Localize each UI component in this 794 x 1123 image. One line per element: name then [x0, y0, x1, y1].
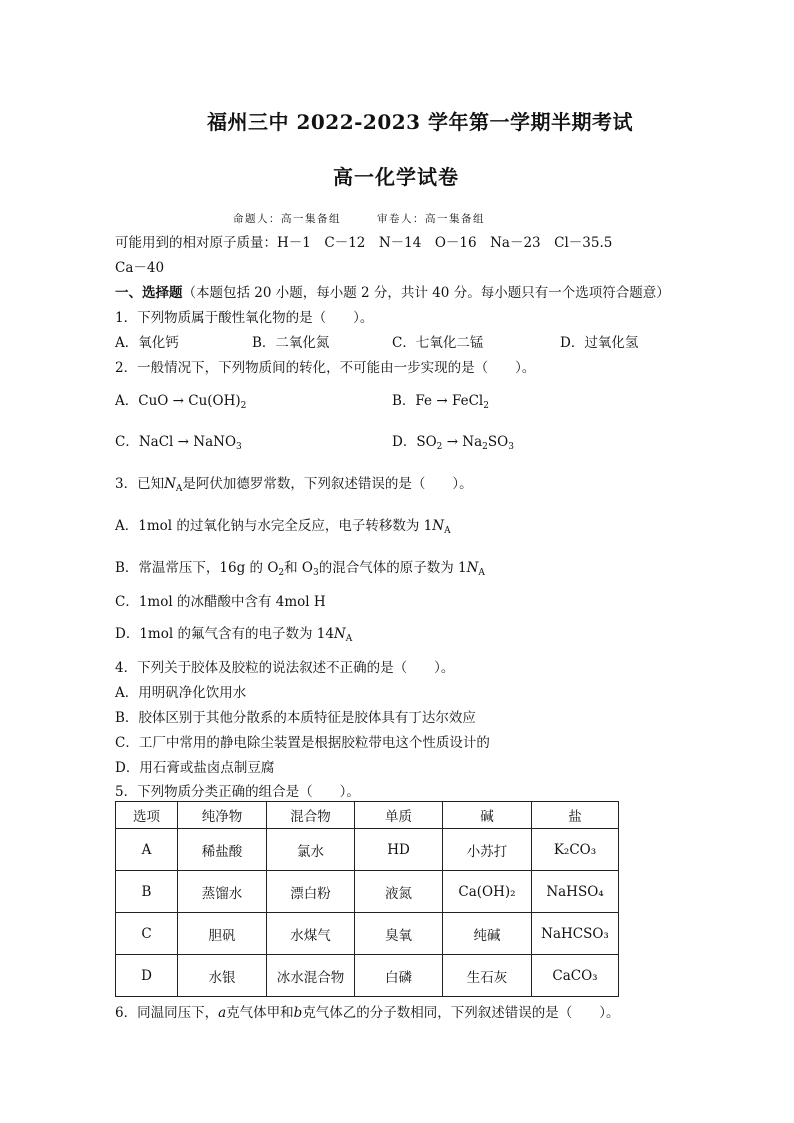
- q4-option-c: C．工厂中常用的静电除尘装置是根据胶粒带电这个性质设计的: [115, 735, 490, 751]
- table-header-cell: 盐: [532, 802, 619, 829]
- q5-stem: 5．下列物质分类正确的组合是（ ）。: [115, 784, 360, 800]
- table-cell: 臭氧: [355, 913, 443, 955]
- q2-option-d: D．$SO_2 \to Na_2SO_3$: [392, 434, 514, 452]
- section-description: （本题包括 20 小题，每小题 2 分，共计 40 分。每小题只有一个选项符合题意）: [182, 285, 670, 301]
- q3-stem: 3．已知$N_A$是阿伏加德罗常数，下列叙述错误的是（ ）。: [115, 476, 473, 494]
- q1-option-b: B．二氧化氮: [252, 335, 330, 351]
- table-header-cell: 碱: [443, 802, 532, 829]
- exam-title: 福州三中 2022-2023 学年第一学期半期考试: [207, 110, 634, 134]
- arrow-icon: →: [172, 393, 184, 409]
- section-label: 一、选择题: [115, 285, 183, 301]
- q2-option-a: A．CuO → $Cu(OH)_2$: [115, 393, 247, 411]
- table-header-row: [116, 802, 619, 829]
- classification-table: [115, 801, 619, 997]
- table-header-cell: 单质: [355, 802, 443, 829]
- table-cell: 漂白粉: [267, 871, 355, 913]
- table-cell: 水煤气: [267, 913, 355, 955]
- table-cell: HD: [355, 829, 443, 871]
- q4-stem: 4．下列关于胶体及胶粒的说法叙述不正确的是（ ）。: [115, 660, 455, 676]
- q3-option-c: C．1mol 的冰醋酸中含有 4mol H: [115, 594, 326, 610]
- table-row: [116, 871, 619, 913]
- table-cell: NaHCSO₃: [532, 913, 619, 955]
- exam-subtitle: 高一化学试卷: [333, 165, 459, 189]
- q4-option-d: D．用石膏或盐卤点制豆腐: [115, 760, 275, 776]
- table-cell: 生石灰: [443, 955, 532, 997]
- table-row: [116, 829, 619, 871]
- q3-option-a: A．1mol 的过氧化钠与水完全反应，电子转移数为 $1N_A$: [115, 518, 451, 536]
- q4-option-b: B．胶体区别于其他分散系的本质特征是胶体具有丁达尔效应: [115, 710, 476, 726]
- q6-stem: 6．同温同压下，a克气体甲和b克气体乙的分子数相同，下列叙述错误的是（ ）。: [115, 1005, 620, 1021]
- table-cell: C: [116, 913, 178, 955]
- atomic-masses-line2: Ca－40: [115, 260, 165, 276]
- table-cell: 液氮: [355, 871, 443, 913]
- q3-option-b: B．常温常压下，16g 的 $O_2$和 $O_3$的混合气体的原子数为 $1N_A$: [115, 560, 485, 578]
- arrow-icon: →: [446, 434, 458, 450]
- q4-option-a: A．用明矾净化饮用水: [115, 685, 247, 701]
- arrow-icon: →: [177, 434, 189, 450]
- q1-option-a: A．氧化钙: [115, 335, 179, 351]
- q2-stem: 2．一般情况下，下列物质间的转化，不可能由一步实现的是（ ）。: [115, 360, 536, 376]
- table-cell: 氯水: [267, 829, 355, 871]
- q1-option-d: D．过氧化氢: [560, 335, 639, 351]
- q2-option-b: B．Fe → FeCl$_2$: [392, 393, 489, 411]
- table-header-cell: 混合物: [267, 802, 355, 829]
- table-cell: Ca(OH)₂: [443, 871, 532, 913]
- table-header-cell: 纯净物: [178, 802, 267, 829]
- table-cell: 纯碱: [443, 913, 532, 955]
- table-cell: 白磷: [355, 955, 443, 997]
- table-row: [116, 913, 619, 955]
- table-cell: 冰水混合物: [267, 955, 355, 997]
- table-cell: 蒸馏水: [178, 871, 267, 913]
- table-cell: NaHSO₄: [532, 871, 619, 913]
- table-cell: D: [116, 955, 178, 997]
- q3-option-d: D．1mol 的氟气含有的电子数为 $14N_A$: [115, 626, 353, 644]
- table-cell: 水银: [178, 955, 267, 997]
- table-cell: 胆矾: [178, 913, 267, 955]
- table-cell: K₂CO₃: [532, 829, 619, 871]
- q2-option-c: C．NaCl → NaNO$_3$: [115, 434, 242, 452]
- table-cell: B: [116, 871, 178, 913]
- table-row: [116, 955, 619, 997]
- q1-stem: 1．下列物质属于酸性氧化物的是（ ）。: [115, 310, 374, 326]
- table-cell: 小苏打: [443, 829, 532, 871]
- table-cell: CaCO₃: [532, 955, 619, 997]
- exam-authors: 命题人：高一集备组 审卷人：高一集备组: [233, 213, 485, 225]
- q1-option-c: C．七氧化二锰: [392, 335, 484, 351]
- table-cell: 稀盐酸: [178, 829, 267, 871]
- table-cell: A: [116, 829, 178, 871]
- section-heading: [115, 281, 670, 301]
- atomic-masses-line1: 可能用到的相对原子质量：H－1 C－12 N－14 O－16 Na－23 Cl－35.5: [115, 235, 613, 251]
- table-header-cell: 选项: [116, 802, 178, 829]
- arrow-icon: →: [436, 393, 448, 409]
